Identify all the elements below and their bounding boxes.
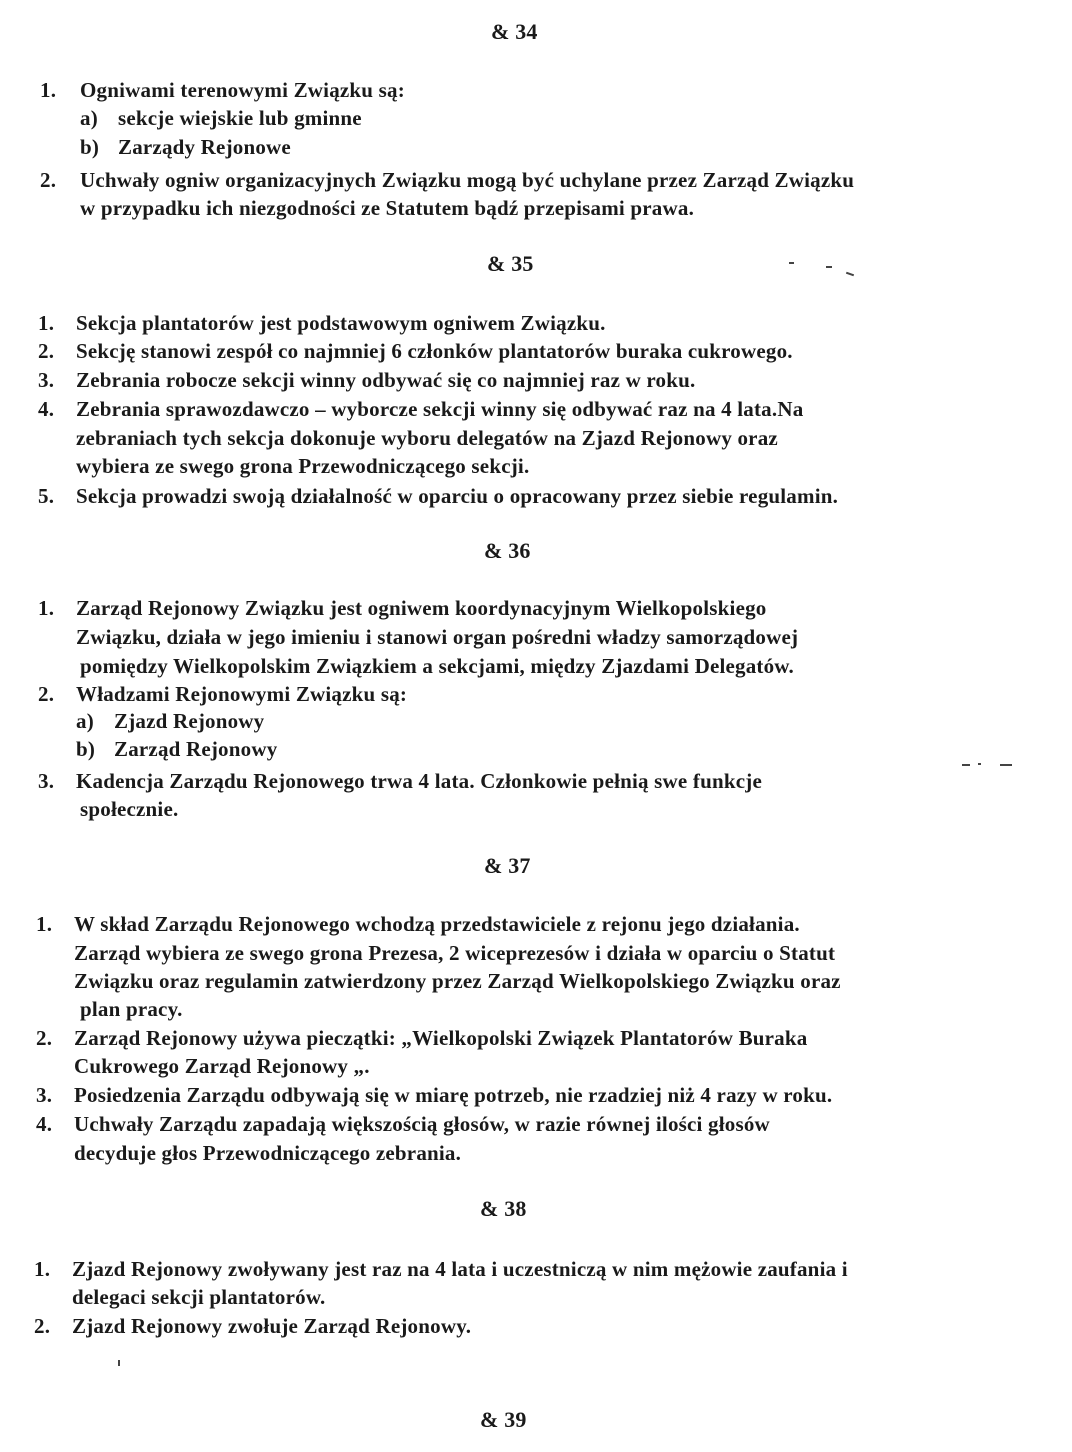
item-text: Zarząd wybiera ze swego grona Prezesa, 2 wiceprezesów i działa w oparciu o Statut — [74, 941, 836, 965]
item-text: Zjazd Rejonowy zwoływany jest raz na 4 lata i uczestniczą w nim mężowie zaufania i — [72, 1257, 848, 1281]
section-heading-35: & 35 — [487, 251, 534, 276]
item-number: 5. — [38, 484, 55, 508]
item-number: 1. — [40, 78, 57, 102]
item-text: Zebrania robocze sekcji winny odbywać się co najmniej raz w roku. — [76, 368, 696, 392]
item-text: w przypadku ich niezgodności ze Statutem bądź przepisami prawa. — [80, 196, 695, 220]
section-heading-36: & 36 — [484, 538, 531, 563]
item-text: Zjazd Rejonowy zwołuje Zarząd Rejonowy. — [72, 1314, 472, 1338]
scan-speck — [826, 266, 832, 268]
item-text: Sekcja prowadzi swoją działalność w oparciu o opracowany przez siebie regulamin. — [76, 484, 839, 508]
item-number: 2. — [38, 682, 55, 706]
item-text: Związku oraz regulamin zatwierdzony przez Zarząd Wielkopolskiego Związku oraz — [74, 969, 841, 993]
item-text: Zarząd Rejonowy używa pieczątki: „Wielkopolski Związek Plantatorów Buraka — [74, 1026, 808, 1050]
item-number: 1. — [38, 311, 55, 335]
section-heading-34: & 34 — [491, 19, 538, 44]
item-number: 2. — [36, 1026, 53, 1050]
item-text: Kadencja Zarządu Rejonowego trwa 4 lata. Członkowie pełnią swe funkcje — [76, 769, 762, 793]
item-number: 4. — [38, 397, 55, 421]
item-text: Ogniwami terenowymi Związku są: — [80, 78, 405, 102]
item-number: 1. — [34, 1257, 51, 1281]
item-number: 3. — [38, 368, 55, 392]
item-text: pomiędzy Wielkopolskim Związkiem a sekcjami, między Zjazdami Delegatów. — [80, 654, 794, 678]
scan-speck — [789, 262, 794, 264]
item-text: plan pracy. — [80, 997, 183, 1021]
scan-speck — [978, 763, 981, 765]
section-heading-39: & 39 — [480, 1407, 527, 1432]
item-text: wybiera ze swego grona Przewodniczącego sekcji. — [76, 454, 530, 478]
item-text: zebraniach tych sekcja dokonuje wyboru delegatów na Zjazd Rejonowy oraz — [76, 426, 778, 450]
subitem-label: a) — [76, 709, 94, 733]
item-text: Uchwały ogniw organizacyjnych Związku mogą być uchylane przez Zarząd Związku — [80, 168, 855, 192]
item-text: Posiedzenia Zarządu odbywają się w miarę potrzeb, nie rzadziej niż 4 razy w roku. — [74, 1083, 833, 1107]
item-number: 3. — [36, 1083, 53, 1107]
scan-speck — [1000, 764, 1012, 766]
item-text: decyduje głos Przewodniczącego zebrania. — [74, 1141, 462, 1165]
item-text: Sekcja plantatorów jest podstawowym ogniwem Związku. — [76, 311, 606, 335]
scan-speck — [962, 764, 970, 766]
item-number: 2. — [38, 339, 55, 363]
item-text: Związku, działa w jego imieniu i stanowi organ pośredni władzy samorządowej — [76, 625, 799, 649]
item-number: 4. — [36, 1112, 53, 1136]
item-number: 2. — [34, 1314, 51, 1338]
item-text: Władzami Rejonowymi Związku są: — [76, 682, 408, 706]
item-number: 1. — [38, 596, 55, 620]
subitem-text: Zarząd Rejonowy — [114, 737, 278, 761]
item-text: Sekcję stanowi zespół co najmniej 6 członków plantatorów buraka cukrowego. — [76, 339, 793, 363]
scan-speck — [118, 1360, 120, 1366]
item-text: delegaci sekcji plantatorów. — [72, 1285, 326, 1309]
section-heading-38: & 38 — [480, 1196, 527, 1221]
subitem-label: b) — [80, 135, 100, 159]
section-heading-37: & 37 — [484, 853, 531, 878]
item-text: Zebrania sprawozdawczo – wyborcze sekcji winny się odbywać raz na 4 lata.Na — [76, 397, 804, 421]
item-text: społecznie. — [80, 797, 179, 821]
item-text: Uchwały Zarządu zapadają większością głosów, w razie równej ilości głosów — [74, 1112, 770, 1136]
scan-speck — [846, 272, 854, 277]
item-text: Cukrowego Zarząd Rejonowy „. — [74, 1054, 370, 1078]
item-number: 2. — [40, 168, 57, 192]
item-text: Zarząd Rejonowy Związku jest ogniwem koordynacyjnym Wielkopolskiego — [76, 596, 767, 620]
item-number: 3. — [38, 769, 55, 793]
subitem-text: sekcje wiejskie lub gminne — [118, 106, 362, 130]
item-number: 1. — [36, 912, 53, 936]
subitem-text: Zjazd Rejonowy — [114, 709, 265, 733]
item-text: W skład Zarządu Rejonowego wchodzą przedstawiciele z rejonu jego działania. — [74, 912, 800, 936]
subitem-label: a) — [80, 106, 98, 130]
subitem-text: Zarządy Rejonowe — [118, 135, 291, 159]
subitem-label: b) — [76, 737, 96, 761]
